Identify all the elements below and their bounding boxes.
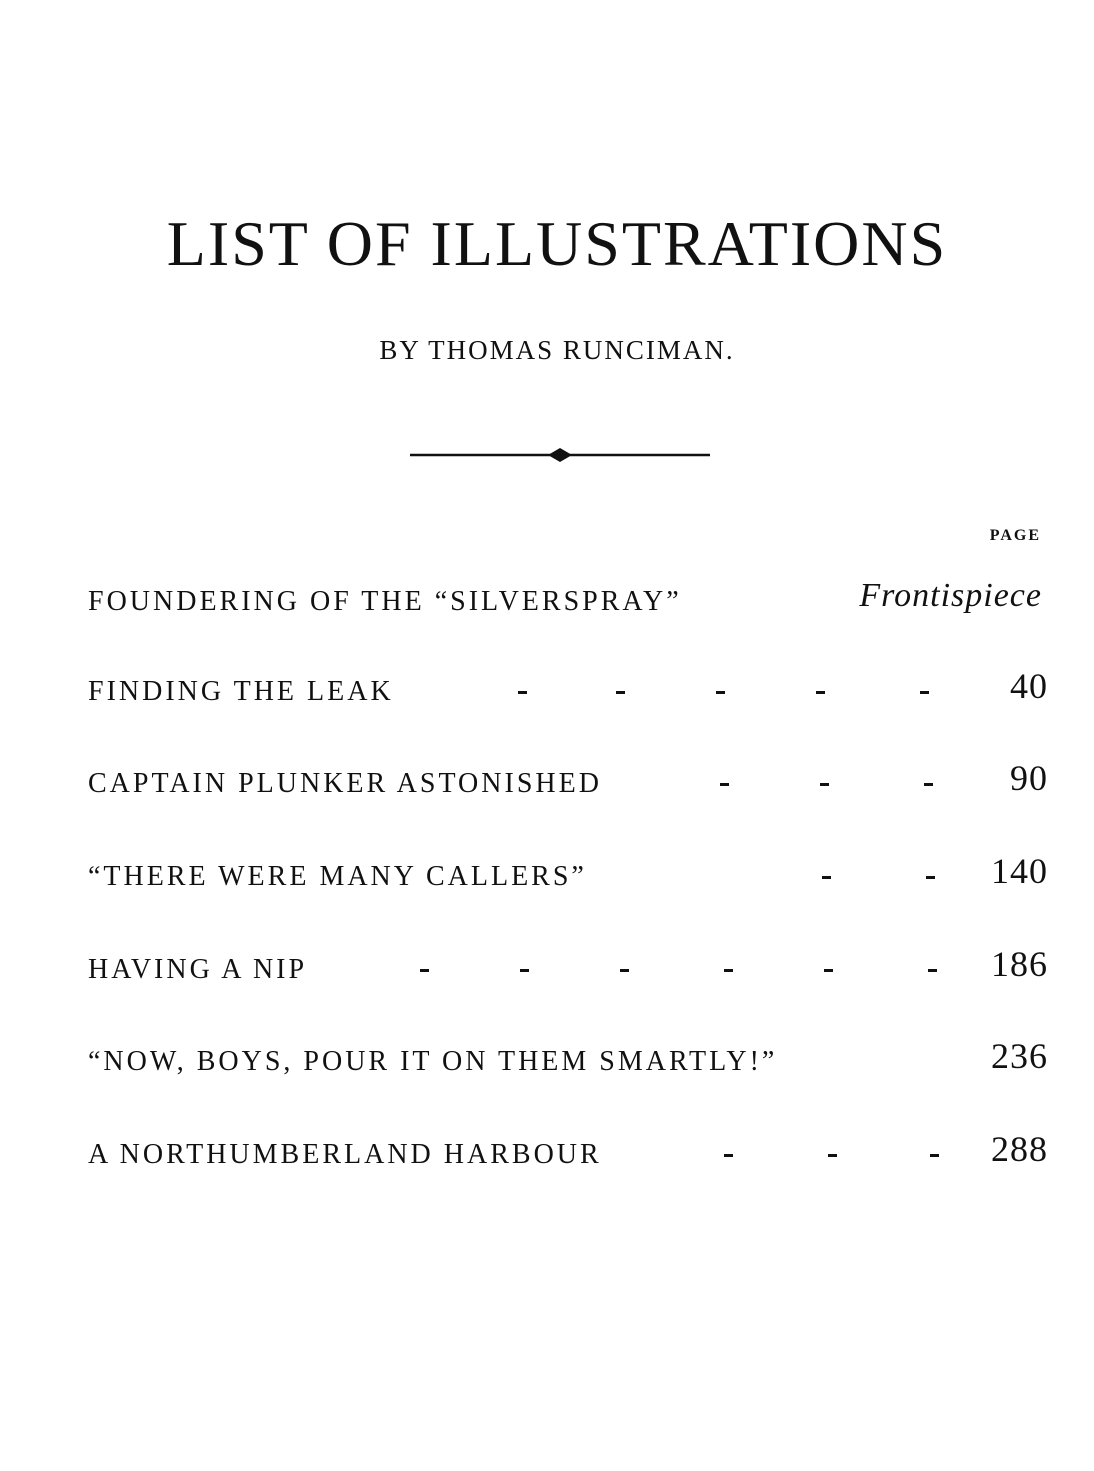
leader-dash — [820, 783, 829, 786]
toc-entry-3 — [88, 758, 1048, 806]
leader-dash — [930, 1154, 939, 1157]
page-column-label: PAGE — [989, 527, 1041, 544]
leader-dash — [724, 1154, 733, 1157]
toc-entry-2 — [88, 666, 1048, 714]
entry-title: HAVING A NIP — [88, 954, 308, 985]
entry-page: 186 — [991, 944, 1048, 984]
leader-dash — [716, 691, 725, 694]
entry-page: 236 — [991, 1036, 1048, 1076]
leader-dash — [824, 969, 833, 972]
leader-dash — [920, 691, 929, 694]
entry-title: FINDING THE LEAK — [88, 676, 394, 707]
leader-dash — [420, 969, 429, 972]
entry-title: “NOW, BOYS, POUR IT ON THEM SMARTLY!” — [88, 1046, 778, 1077]
ornamental-rule — [408, 440, 712, 470]
entry-page: 288 — [991, 1129, 1048, 1169]
entry-title: “THERE WERE MANY CALLERS” — [88, 861, 587, 892]
leader-dash — [928, 969, 937, 972]
entry-page: 40 — [1010, 666, 1048, 706]
entry-page: Frontispiece — [859, 577, 1042, 614]
entry-page: 90 — [1010, 758, 1048, 798]
leader-dash — [518, 691, 527, 694]
toc-entry-6 — [88, 1036, 1048, 1084]
rule-diamond — [548, 448, 572, 462]
leader-dash — [816, 691, 825, 694]
entry-page: 140 — [991, 851, 1048, 891]
leader-dash — [620, 969, 629, 972]
entry-title: A NORTHUMBERLAND HARBOUR — [88, 1139, 602, 1170]
entry-title: CAPTAIN PLUNKER ASTONISHED — [88, 768, 602, 799]
leader-dash — [724, 969, 733, 972]
leader-dash — [616, 691, 625, 694]
leader-dash — [828, 1154, 837, 1157]
toc-entry-5 — [88, 944, 1048, 992]
entry-title: FOUNDERING OF THE “SILVERSPRAY” — [88, 586, 682, 617]
leader-dash — [924, 783, 933, 786]
leader-dash — [926, 876, 935, 879]
page-title: LIST OF ILLUSTRATIONS — [166, 208, 948, 279]
leader-dash — [720, 783, 729, 786]
toc-entry-7 — [88, 1129, 1048, 1177]
toc-entry-4 — [88, 851, 1048, 899]
leader-dash — [520, 969, 529, 972]
toc-entry-1 — [88, 577, 1048, 624]
leader-dash — [822, 876, 831, 879]
byline: BY THOMAS RUNCIMAN. — [379, 335, 735, 365]
